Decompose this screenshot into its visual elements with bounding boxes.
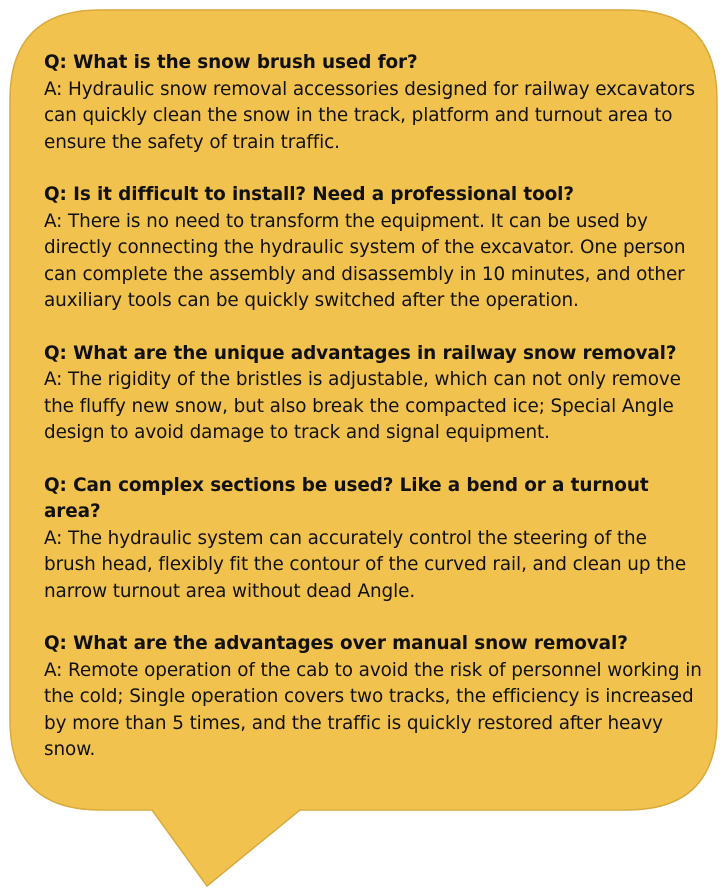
faq-list	[44, 50, 704, 790]
faq-question: Q: Is it difficult to install? Need a professional tool?	[44, 184, 574, 205]
faq-answer: A: There is no need to transform the equipment. It can be used by directly connecting the hydraulic system of the excavator. One person can complete the assembly and disassembly in 10 minutes, and other auxiliary tools can be quickly switched after the operation.	[44, 210, 686, 311]
faq-item	[44, 473, 704, 606]
faq-question: Q: What is the snow brush used for?	[44, 52, 418, 73]
faq-question: Q: Can complex sections be used? Like a bend or a turnout area?	[44, 474, 649, 522]
faq-question: Q: What are the advantages over manual snow removal?	[44, 633, 628, 654]
faq-answer: A: Hydraulic snow removal accessories designed for railway excavators can quickly clean the snow in the track, platform and turnout area to ensure the safety of train traffic.	[44, 78, 695, 153]
faq-question: Q: What are the unique advantages in railway snow removal?	[44, 342, 677, 364]
faq-item	[44, 50, 704, 156]
faq-answer: A: The rigidity of the bristles is adjustable, which can not only remove the fluffy new snow, but also break the compacted ice; Special Angle design to avoid damage to track and signal equipment.	[44, 369, 681, 443]
faq-item	[44, 182, 704, 315]
faq-answer: A: The hydraulic system can accurately control the steering of the brush head, flexibly fit the contour of the curved rail, and clean up the narrow turnout area without dead Angle.	[44, 527, 687, 602]
faq-answer: A: Remote operation of the cab to avoid the risk of personnel working in the cold; Single operation covers two tracks, the efficiency is increased by more than 5 times, and the traffic is quickly restored after heavy snow.	[44, 659, 702, 760]
faq-item	[44, 631, 704, 764]
faq-item	[44, 341, 704, 447]
